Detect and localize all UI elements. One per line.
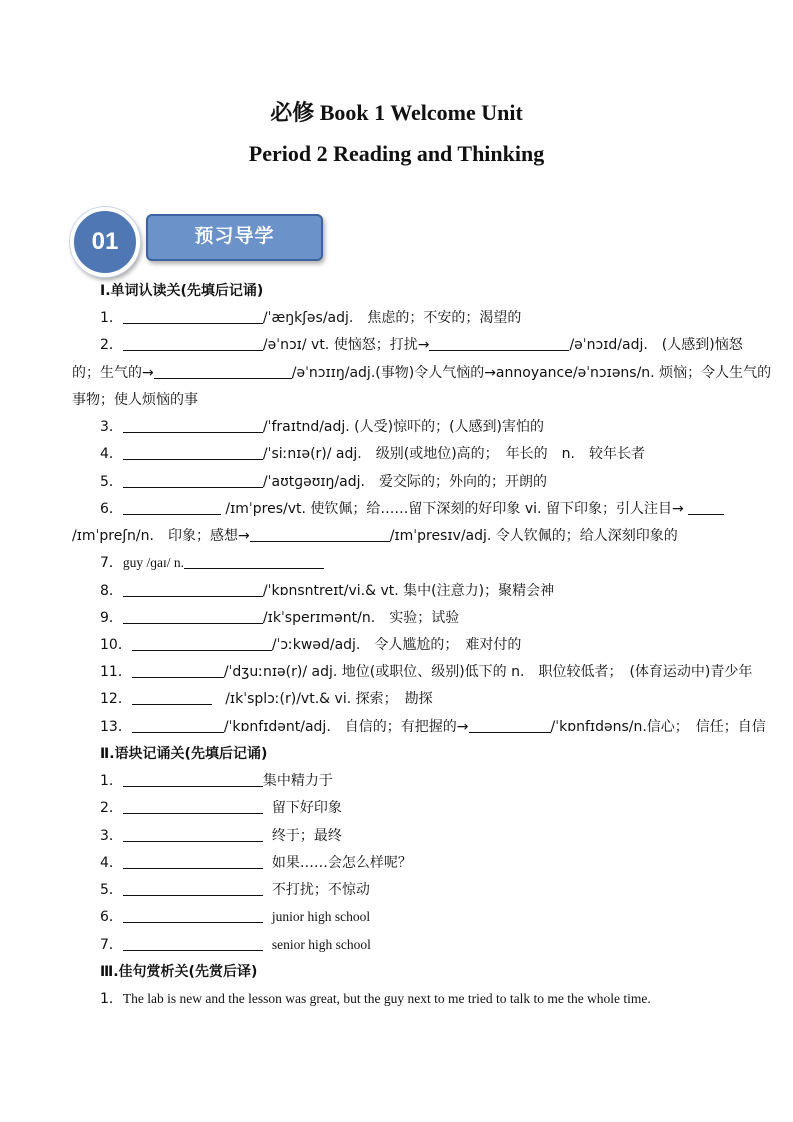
list-item: 6． /ɪmˈpres/vt. 使钦佩；给……留下深刻的好印象 vi. 留下印象；引人注目→ (100, 498, 754, 518)
fill-blank[interactable] (469, 718, 551, 733)
fill-blank[interactable] (123, 418, 263, 433)
list-item: 7． senior high school (100, 937, 371, 953)
list-item: 4． 如果……会怎么样呢？ (100, 855, 412, 871)
list-item: 7．guy /ɡaɪ/ n. (100, 552, 754, 572)
list-item: 2． 留下好印象 (100, 800, 342, 816)
list-item: 1． /ˈæŋkʃəs/adj. 焦虑的；不安的；渴望的 (100, 310, 522, 326)
section3-heading: Ⅲ.佳句赏析关(先赏后译) (100, 964, 258, 980)
list-item: 12． /ɪkˈsplɔː(r)/vt.& vi. 探索； 勘探 (100, 691, 433, 707)
list-item: 4． /ˈsiːnɪə(r)/ adj. 级别(或地位)高的； 年长的 n. 较年长者 (100, 446, 645, 462)
page-subtitle: Period 2 Reading and Thinking (248, 141, 545, 166)
list-item: 1．The lab is new and the lesson was great, but the guy next to me tried to talk to me the whole time. (100, 991, 651, 1007)
fill-blank[interactable] (123, 854, 263, 869)
list-item: 5． 不打扰；不惊动 (100, 882, 370, 898)
fill-blank[interactable] (123, 799, 263, 814)
fill-blank[interactable] (154, 364, 292, 379)
fill-blank[interactable] (123, 336, 263, 351)
section1-heading: Ⅰ.单词认读关(先填后记诵) (100, 283, 264, 299)
list-item: 10． /ˈɔːkwəd/adj. 令人尴尬的； 难对付的 (100, 637, 522, 653)
list-item: 11． /ˈdʒuːnɪə(r)/ adj. 地位(或职位、级别)低下的 n. 职位较低者； (体育运动中)青少年 (100, 664, 753, 680)
fill-blank[interactable] (123, 309, 263, 324)
list-item: 13． /ˈkɒnfɪdənt/adj. 自信的；有把握的→ /ˈkɒnfɪdəns/n.信心； 信任；自信 (100, 719, 766, 735)
fill-blank[interactable] (688, 500, 724, 515)
section2-heading: Ⅱ.语块记诵关(先填后记诵) (100, 746, 268, 762)
fill-blank[interactable] (132, 636, 272, 651)
fill-blank[interactable] (184, 554, 324, 569)
list-item: 2． /əˈnɔɪ/ vt. 使恼怒；打扰→ /əˈnɔɪd/adj. (人感到)恼怒 (100, 337, 743, 353)
fill-blank[interactable] (123, 881, 263, 896)
list-item: 9． /ɪkˈsperɪmənt/n. 实验；试验 (100, 610, 460, 626)
page-title: 必修 Book 1 Welcome Unit (270, 100, 523, 125)
fill-blank[interactable] (123, 908, 263, 923)
fill-blank[interactable] (123, 473, 263, 488)
list-item: 3． 终于；最终 (100, 828, 342, 844)
list-item-continued: 事物；使人烦恼的事 (72, 392, 198, 408)
fill-blank[interactable] (123, 445, 263, 460)
fill-blank[interactable] (123, 827, 263, 842)
list-item: 8． /ˈkɒnsntreɪt/vi.& vt. 集中(注意力)；聚精会神 (100, 583, 555, 599)
fill-blank[interactable] (132, 718, 224, 733)
fill-blank[interactable] (123, 609, 263, 624)
fill-blank[interactable] (123, 500, 221, 515)
list-item-continued: /ɪmˈpreʃn/n. 印象；感想→ /ɪmˈpresɪv/adj. 令人钦佩的；给人深刻印象的 (72, 528, 678, 544)
fill-blank[interactable] (123, 772, 263, 787)
list-item: 6． junior high school (100, 909, 371, 925)
fill-blank[interactable] (429, 336, 569, 351)
list-item: 1． 集中精力于 (100, 773, 333, 789)
fill-blank[interactable] (132, 663, 224, 678)
list-item-continued: 的；生气的→ /əˈnɔɪɪŋ/adj.(事物)令人气恼的→annoyance/əˈnɔɪəns/n. 烦恼；令人生气的 (72, 365, 772, 381)
list-item: 3． /ˈfraɪtnd/adj. (人受)惊吓的；(人感到)害怕的 (100, 419, 545, 435)
section-number-badge: 01 (70, 207, 140, 277)
fill-blank[interactable] (132, 690, 212, 705)
fill-blank[interactable] (123, 582, 263, 597)
section-tab-label: 预习导学 (146, 214, 323, 261)
fill-blank[interactable] (123, 936, 263, 951)
fill-blank[interactable] (250, 527, 390, 542)
list-item: 5． /ˈaʊtɡəʊɪŋ/adj. 爱交际的；外向的；开朗的 (100, 474, 547, 490)
